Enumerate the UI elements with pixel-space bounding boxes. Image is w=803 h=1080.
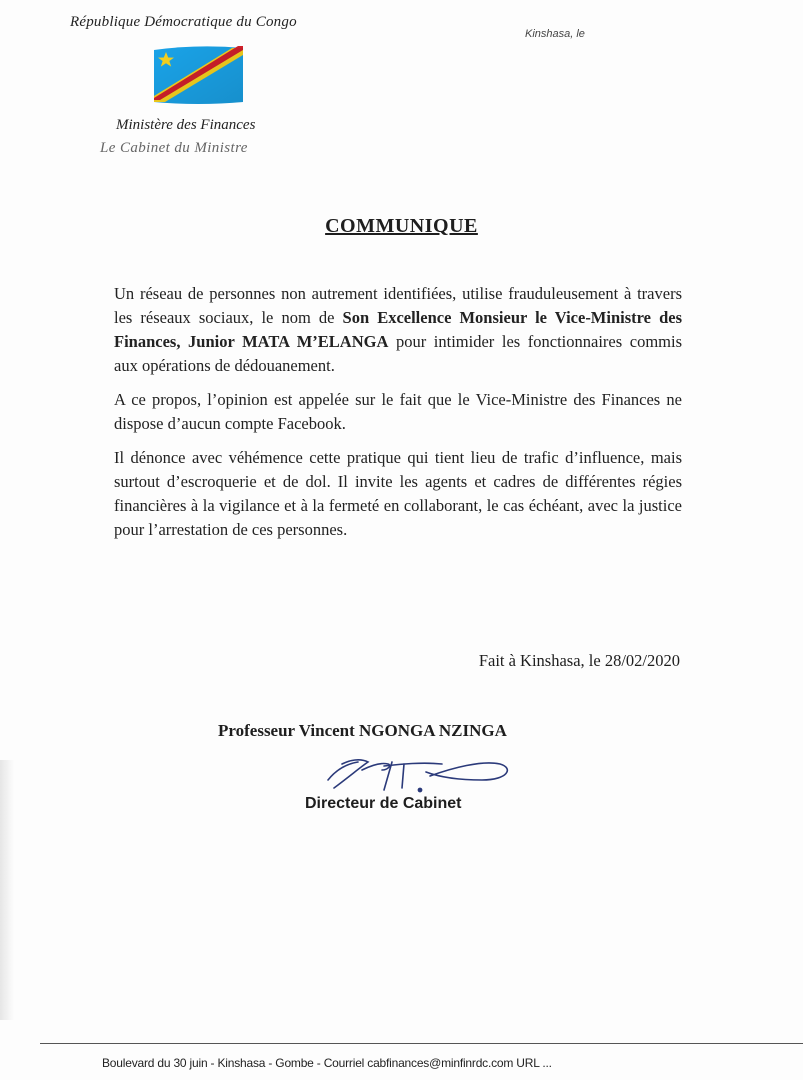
header-country: République Démocratique du Congo	[70, 14, 297, 30]
cabinet-name: Le Cabinet du Ministre	[100, 140, 248, 156]
signer-role: Directeur de Cabinet	[305, 795, 462, 812]
paragraph-2: A ce propos, l’opinion est appelée sur le fait que le Vice-Ministre des Finances ne dispose d’aucun compte Facebook.	[114, 390, 682, 433]
ministry-name: Ministère des Finances	[116, 117, 256, 133]
footer-divider	[40, 1043, 803, 1044]
paragraph-3: Il dénonce avec véhémence cette pratique qui tient lieu de trafic d’influence, mais surtout d’escroquerie et de dol. Il invite les agents et cadres de différentes régies financières à la vigilance et à la fermeté en collaborant, le cas échéant, avec la justice pour l’arrestation de ces personnes.	[114, 448, 682, 539]
paragraph-1	[114, 282, 682, 378]
signer-name: Professeur Vincent NGONGA NZINGA	[218, 721, 507, 740]
document-title: COMMUNIQUE	[325, 215, 478, 237]
handwritten-signature	[322, 752, 517, 800]
header-place-date: Kinshasa, le	[525, 28, 585, 40]
footer-address: Boulevard du 30 juin - Kinshasa - Gombe - Courriel cabfinances@minfinrdc.com URL ...	[102, 1056, 552, 1070]
paragraph-1-text-a: Un réseau de personnes non autrement identifiées, utilise frauduleusement à travers les réseaux sociaux, le nom de	[114, 284, 682, 327]
drc-flag-icon	[152, 44, 245, 106]
date-line: Fait à Kinshasa, le 28/02/2020	[478, 651, 680, 670]
paragraph-1-bold: Son Excellence Monsieur le Vice-Ministre des Finances, Junior MATA M’ELANGA	[114, 308, 682, 351]
document-body	[114, 282, 682, 552]
paragraph-1-text-b: pour intimider les fonctionnaires commis aux opérations de dédouanement.	[114, 332, 682, 375]
page-edge-shadow	[0, 760, 14, 1020]
